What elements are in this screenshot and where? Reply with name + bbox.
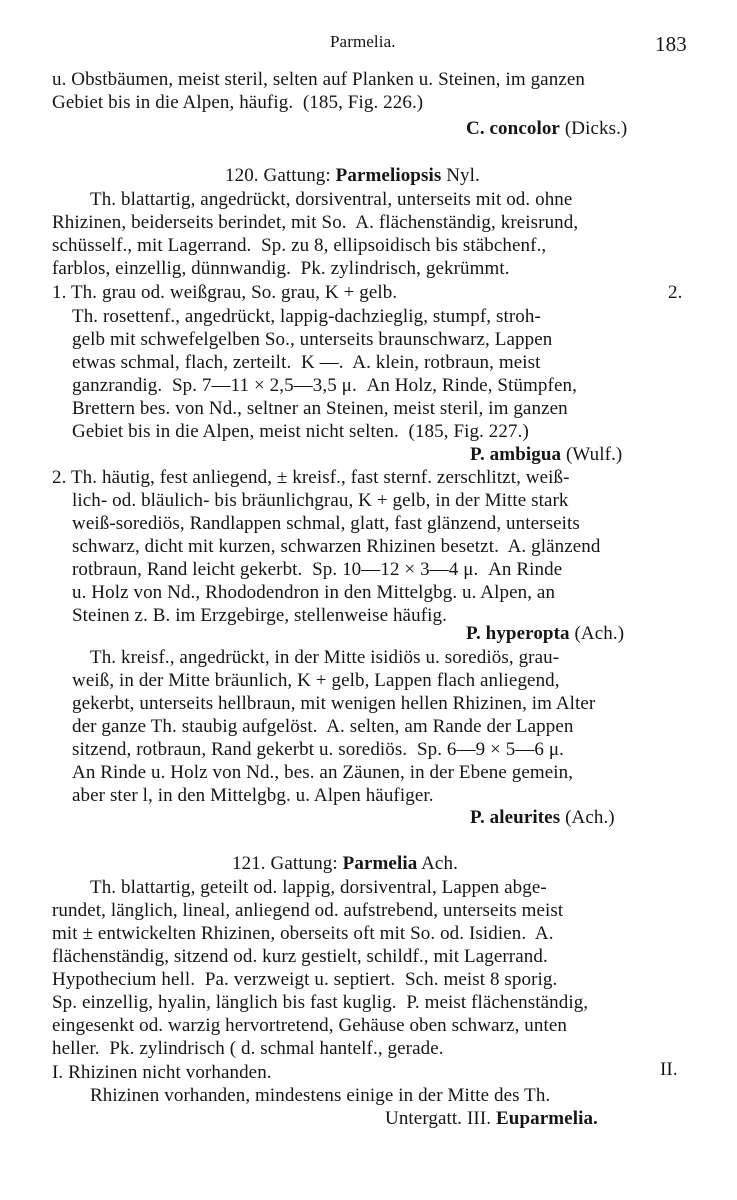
species-name: P. aleurites (470, 807, 561, 828)
aleurites-desc-line: sitzend, rotbraun, Rand gekerbt u. sorediös. Sp. 6—9 × 5—6 μ. (72, 739, 565, 760)
genus-121-heading (232, 852, 458, 875)
genus-120-desc-line: Th. blattartig, angedrückt, dorsiventral, unterseits mit od. ohne (90, 189, 573, 210)
key-I-target: II. (660, 1059, 678, 1080)
species-hyperopta (466, 622, 624, 645)
genus-121-desc-line: eingesenkt od. warzig hervortretend, Gehäuse oben schwarz, unten (52, 1015, 567, 1036)
key-2-desc-line: weiß-sorediös, Randlappen schmal, glatt, fast glänzend, unterseits (72, 513, 580, 534)
genus-121-desc-line: mit ± entwickelten Rhizinen, oberseits oft mit So. od. Isidien. A. (52, 923, 554, 944)
subgenus-name: Euparmelia. (496, 1108, 598, 1129)
species-authority: (Wulf.) (561, 444, 623, 465)
running-title: Parmelia. (330, 32, 396, 51)
species-name: P. hyperopta (466, 623, 570, 644)
genus-prefix: 121. Gattung: (232, 853, 343, 874)
species-authority: (Ach.) (569, 623, 625, 644)
key-2-desc-line: Steinen z. B. im Erzgebirge, stellenweise häufig. (72, 605, 447, 626)
intro-line-1: u. Obstbäumen, meist steril, selten auf Planken u. Steinen, im ganzen (52, 69, 585, 90)
key-2-desc-line: schwarz, dicht mit kurzen, schwarzen Rhizinen besetzt. A. glänzend (72, 536, 601, 557)
genus-121-desc-line: rundet, länglich, lineal, anliegend od. aufstrebend, unterseits meist (52, 900, 564, 921)
genus-120-desc-line: schüsself., mit Lagerrand. Sp. zu 8, ellipsoidisch bis stäbchenf., (52, 235, 547, 256)
species-name: P. ambigua (470, 444, 562, 465)
genus-120-heading (225, 164, 480, 187)
intro-line-2: Gebiet bis in die Alpen, häufig. (185, Fig. 226.) (52, 92, 424, 113)
ambigua-desc-line: gelb mit schwefelgelben So., unterseits braunschwarz, Lappen (72, 329, 553, 350)
species-authority: (Dicks.) (559, 118, 628, 139)
aleurites-desc-line: An Rinde u. Holz von Nd., bes. an Zäunen, in der Ebene gemein, (72, 762, 574, 783)
subgenus-line (385, 1107, 598, 1130)
genus-121-desc-line: flächenständig, sitzend od. kurz gestielt, schildf., mit Lagerrand. (52, 946, 548, 967)
species-aleurites (470, 806, 615, 829)
genus-120-desc-line: Rhizinen, beiderseits berindet, mit So. A. flächenständig, kreisrund, (52, 212, 579, 233)
species-ambigua (470, 443, 622, 466)
aleurites-desc-line: weiß, in der Mitte bräunlich, K + gelb, Lappen flach anliegend, (72, 670, 560, 691)
species-authority: (Ach.) (560, 807, 615, 828)
ambigua-desc-line: Brettern bes. von Nd., seltner an Steinen, meist steril, im ganzen (72, 398, 568, 419)
species-name: C. concolor (466, 118, 560, 139)
aleurites-desc-line: der ganze Th. staubig aufgelöst. A. selten, am Rande der Lappen (72, 716, 574, 737)
ambigua-desc-line: ganzrandig. Sp. 7—11 × 2,5—3,5 μ. An Holz, Rinde, Stümpfen, (72, 375, 577, 396)
genus-authority: Nyl. (441, 165, 480, 186)
genus-name: Parmelia (342, 853, 418, 874)
aleurites-desc-line: aber ster l, in den Mittelgbg. u. Alpen häufiger. (72, 785, 434, 806)
genus-120-desc-line: farblos, einzellig, dünnwandig. Pk. zylindrisch, gekrümmt. (52, 258, 510, 279)
key-II-line: Rhizinen vorhanden, mindestens einige in der Mitte des Th. (90, 1085, 551, 1106)
aleurites-desc-line: gekerbt, unterseits hellbraun, mit wenigen hellen Rhizinen, im Alter (72, 693, 596, 714)
ambigua-desc-line: Gebiet bis in die Alpen, meist nicht selten. (185, Fig. 227.) (72, 421, 529, 442)
key-2-desc-line: lich- od. bläulich- bis bräunlichgrau, K + gelb, in der Mitte stark (72, 490, 569, 511)
species-concolor (466, 117, 627, 140)
key-2-desc-line: rotbraun, Rand leicht gekerbt. Sp. 10—12 × 3—4 μ. An Rinde (72, 559, 563, 580)
genus-121-desc-line: heller. Pk. zylindrisch ( d. schmal hantelf., gerade. (52, 1038, 444, 1059)
genus-authority: Ach. (417, 853, 458, 874)
key-2-desc-line: 2. Th. häutig, fest anliegend, ± kreisf., fast sternf. zerschlitzt, weiß- (52, 467, 570, 488)
genus-121-desc-line: Th. blattartig, geteilt od. lappig, dorsiventral, Lappen abge- (90, 877, 547, 898)
key-1-target: 2. (668, 282, 683, 303)
genus-name: Parmeliopsis (335, 165, 442, 186)
aleurites-desc-line: Th. kreisf., angedrückt, in der Mitte isidiös u. sorediös, grau- (90, 647, 560, 668)
key-2-desc-line: u. Holz von Nd., Rhododendron in den Mittelgbg. u. Alpen, an (72, 582, 556, 603)
page-number: 183 (655, 32, 687, 56)
ambigua-desc-line: etwas schmal, flach, zerteilt. K —. A. klein, rotbraun, meist (72, 352, 541, 373)
key-I-line: I. Rhizinen nicht vorhanden. (52, 1062, 272, 1083)
key-1-line: 1. Th. grau od. weißgrau, So. grau, K + gelb. (52, 282, 398, 303)
genus-prefix: 120. Gattung: (225, 165, 336, 186)
genus-121-desc-line: Sp. einzellig, hyalin, länglich bis fast kuglig. P. meist flächenständig, (52, 992, 589, 1013)
genus-121-desc-line: Hypothecium hell. Pa. verzweigt u. septiert. Sch. meist 8 sporig. (52, 969, 558, 990)
subgenus-prefix: Untergatt. III. (385, 1108, 496, 1129)
ambigua-desc-line: Th. rosettenf., angedrückt, lappig-dachzieglig, stumpf, stroh- (72, 306, 541, 327)
